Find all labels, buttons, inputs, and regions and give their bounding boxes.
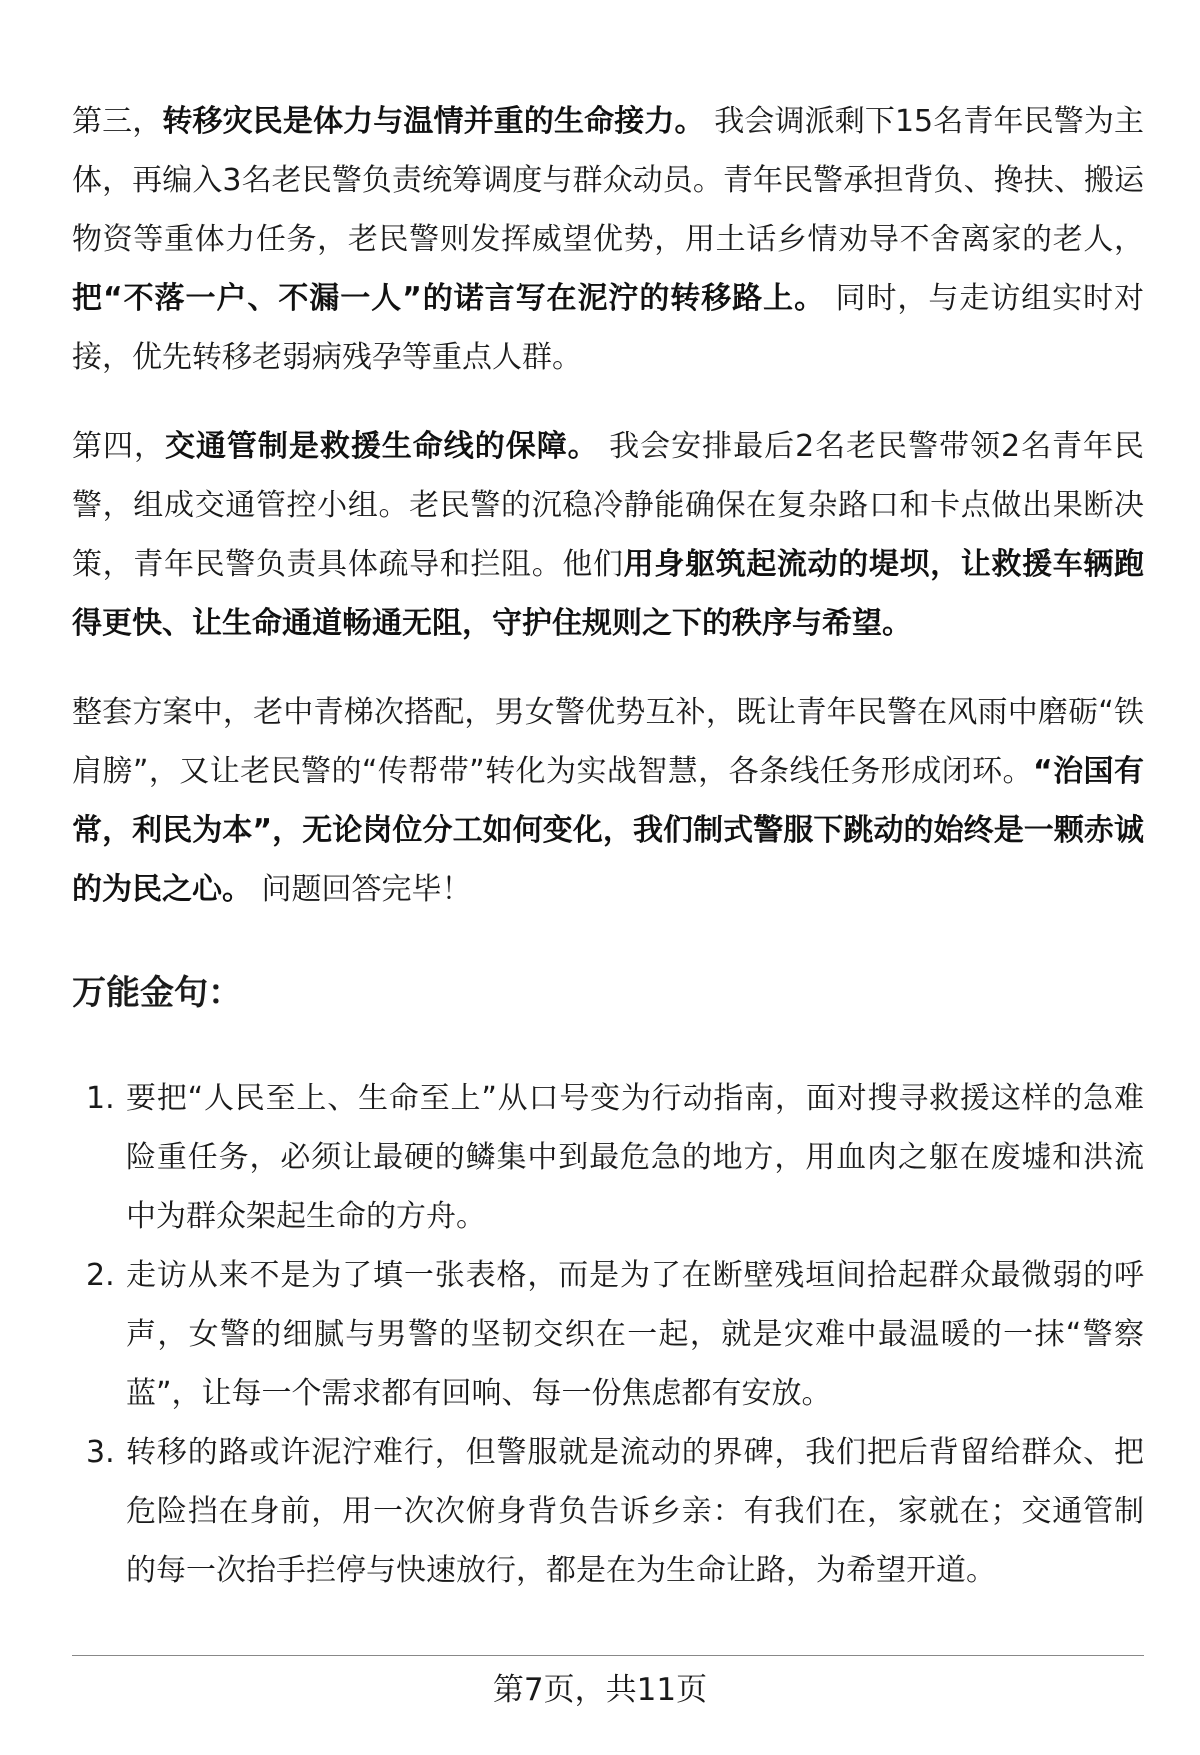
text-span: 第三， — [72, 104, 163, 139]
bold-text: 用身躯筑起流动的堤坝，让救援车辆跑得更快、让生命通道畅通无阻，守护住规则之下的秩序与希望。 — [72, 547, 1145, 641]
bold-text: 转移灾民是体力与温情并重的生命接力。 — [162, 104, 705, 139]
document-body — [72, 92, 1144, 1600]
text-span: 我会安排最后2名老民警带领2名青年民警，组成交通管控小组。老民警的沉稳冷静能确保在复杂路口和卡点做出果断决策，青年民警负责具体疏导和拦阻。他们 — [72, 429, 1145, 582]
footer-divider — [72, 1655, 1144, 1656]
quote-item — [72, 1246, 1144, 1423]
text-span: 第四， — [72, 429, 165, 464]
quote-text: 转移的路或许泥泞难行，但警服就是流动的界碑，我们把后背留给群众、把危险挡在身前，用一次次俯身背负告诉乡亲：有我们在，家就在；交通管制的每一次抬手拦停与快速放行，都是在为生命让路，为希望开道。 — [126, 1435, 1144, 1588]
quote-number: 1. — [86, 1081, 115, 1116]
bold-text: 把“不落一户、不漏一人”的诺言写在泥泞的转移路上。 — [72, 281, 826, 316]
text-span: 整套方案中，老中青梯次搭配，男女警优势互补，既让青年民警在风雨中磨砺“铁肩膀”，又让老民警的“传帮带”转化为实战智慧，各条线任务形成闭环。 — [72, 695, 1144, 789]
body-paragraph — [72, 417, 1144, 653]
text-span: 我会调派剩下15名青年民警为主体，再编入3名老民警负责统筹调度与群众动员。青年民警承担背负、搀扶、搬运物资等重体力任务，老民警则发挥威望优势，用土话乡情劝导不舍离家的老人， — [72, 104, 1145, 257]
quote-list — [72, 1069, 1144, 1600]
body-paragraph — [72, 683, 1144, 919]
text-span: 同时，与走访组实时对接，优先转移老弱病残孕等重点人群。 — [72, 281, 1144, 375]
page-number: 第7页，共11页 — [492, 1672, 708, 1708]
text-span: 问题回答完毕！ — [252, 872, 472, 907]
section-heading: 万能金句： — [72, 973, 242, 1013]
quote-number: 2. — [86, 1258, 115, 1293]
quote-number: 3. — [86, 1435, 115, 1470]
bold-text: “治国有常，利民为本”，无论岗位分工如何变化，我们制式警服下跳动的始终是一颗赤诚的为民之心。 — [72, 754, 1144, 907]
quote-text: 走访从来不是为了填一张表格，而是为了在断壁残垣间拾起群众最微弱的呼声，女警的细腻与男警的坚韧交织在一起，就是灾难中最温暖的一抹“警察蓝”，让每一个需求都有回响、每一份焦虑都有安放。 — [126, 1258, 1144, 1411]
quote-text: 要把“人民至上、生命至上”从口号变为行动指南，面对搜寻救援这样的急难险重任务，必须让最硬的鳞集中到最危急的地方，用血肉之躯在废墟和洪流中为群众架起生命的方舟。 — [126, 1081, 1144, 1234]
quote-item — [72, 1423, 1144, 1600]
bold-text: 交通管制是救援生命线的保障。 — [164, 429, 599, 464]
quote-item — [72, 1069, 1144, 1246]
body-paragraph — [72, 92, 1144, 387]
paragraph-container — [72, 92, 1144, 919]
